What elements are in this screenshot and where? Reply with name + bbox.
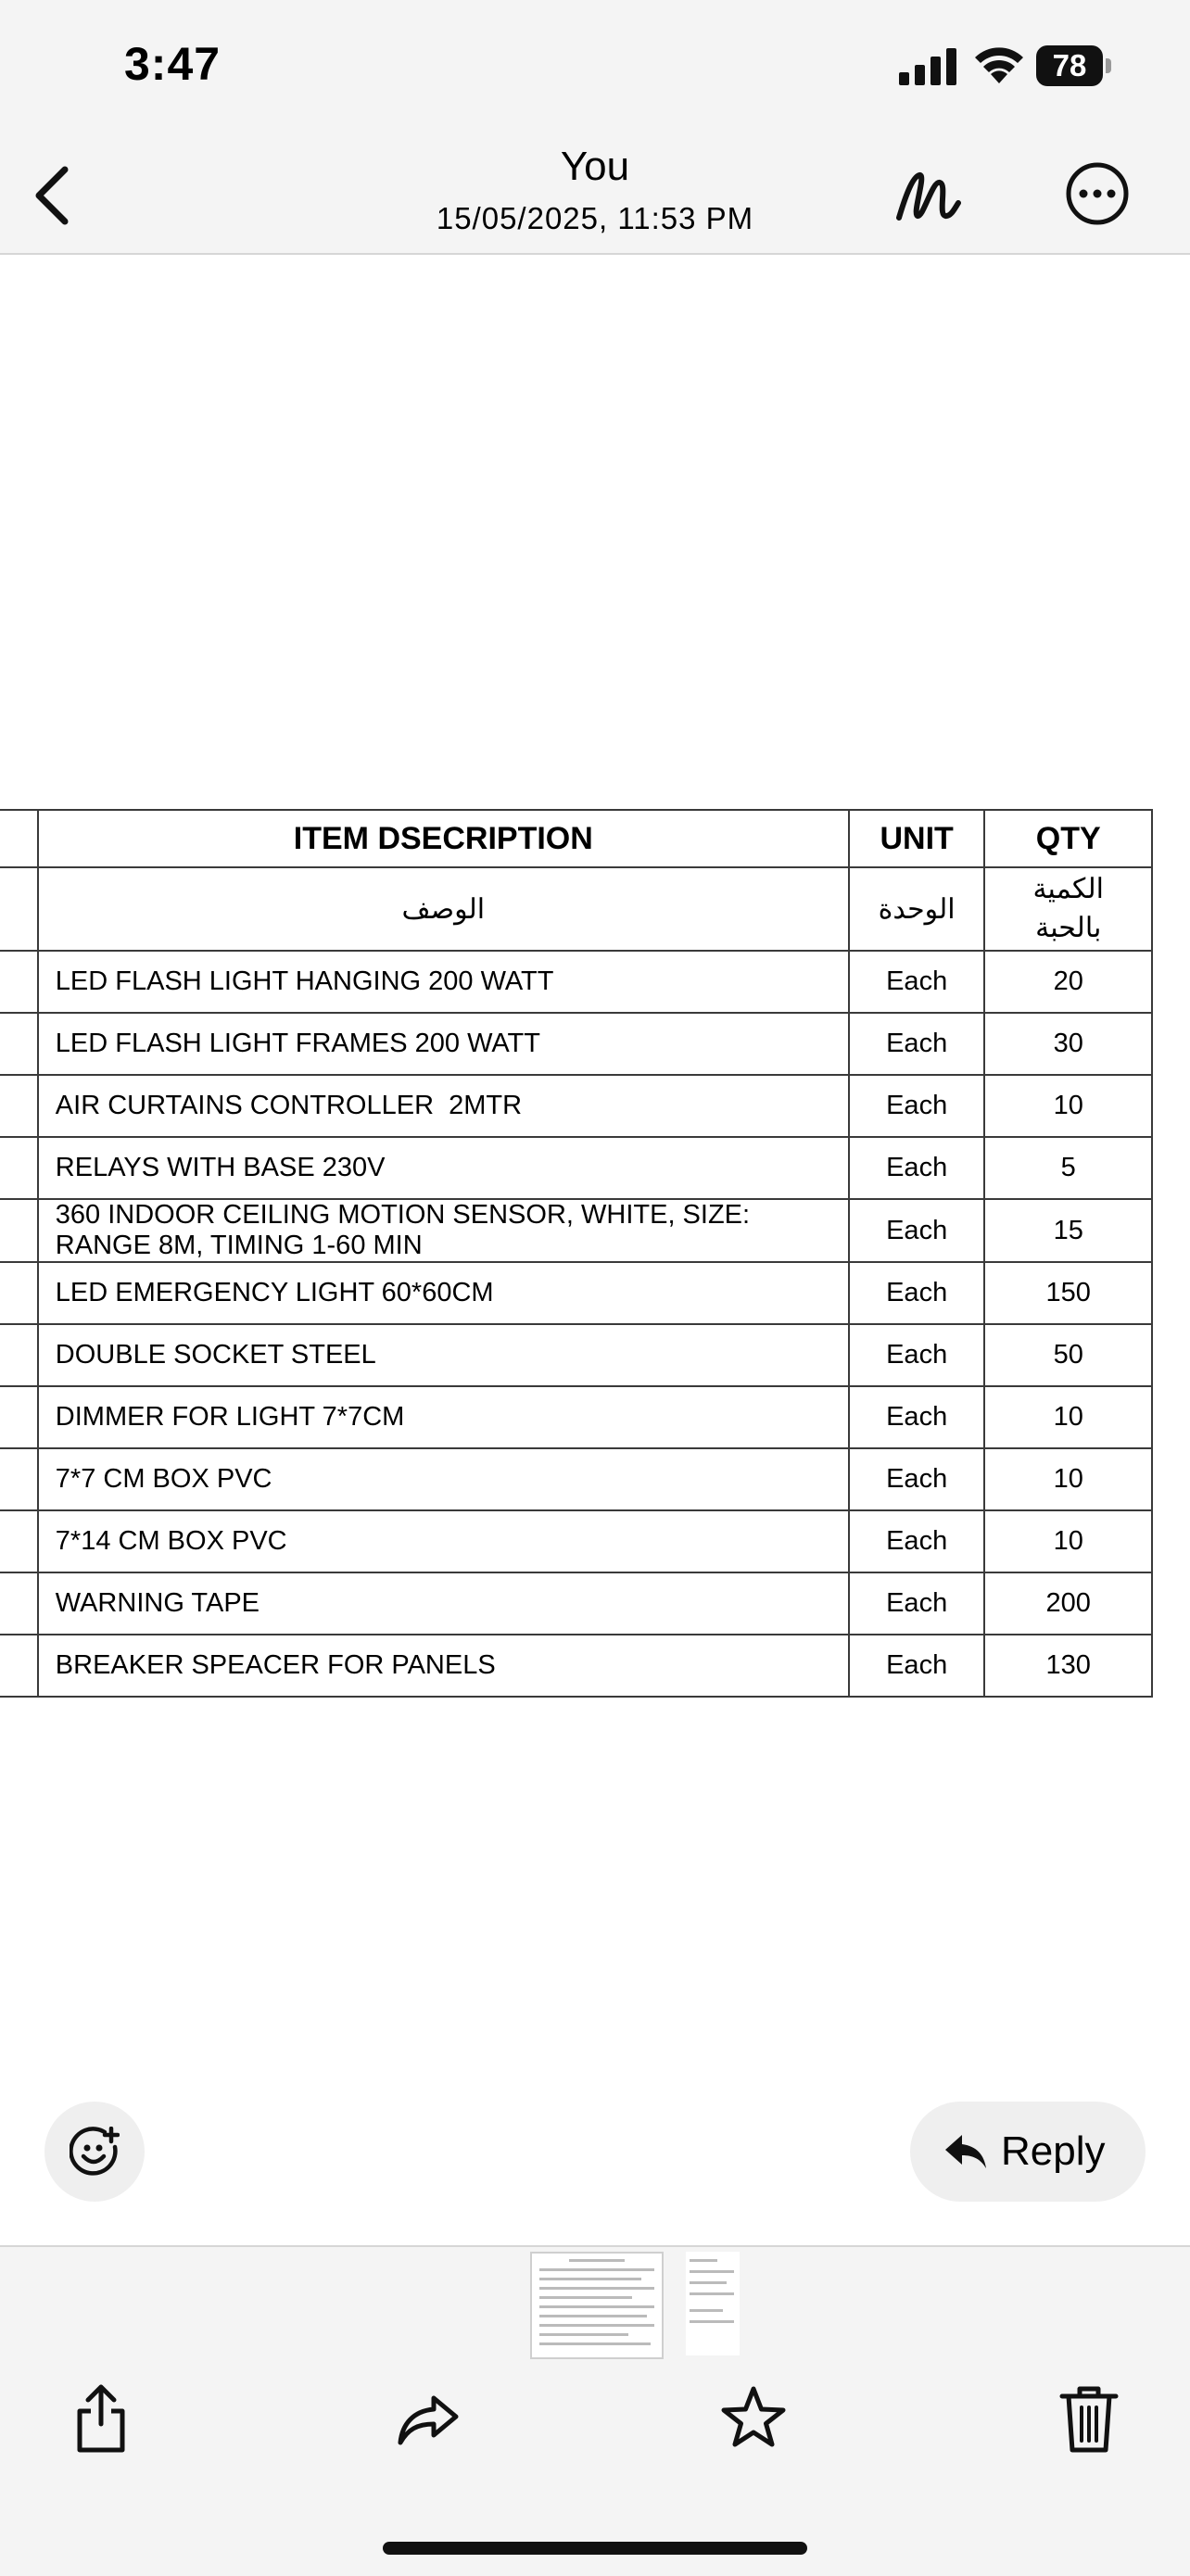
- row-qty: 5: [984, 1137, 1152, 1199]
- table-row: [0, 1510, 1152, 1572]
- header-description-ar: الوصف: [38, 867, 849, 951]
- row-unit: Each: [849, 1137, 985, 1199]
- table-row: [0, 1572, 1152, 1635]
- table-header-row: [0, 810, 1152, 867]
- row-unit: Each: [849, 1572, 985, 1635]
- row-description: 7*7 CM BOX PVC: [38, 1448, 849, 1510]
- header-qty-ar-line1: الكمية: [1032, 873, 1104, 905]
- row-qty: 10: [984, 1075, 1152, 1137]
- row-description-line2: RANGE 8M, TIMING 1-60 MIN: [55, 1231, 423, 1260]
- table-arabic-header-row: [0, 867, 1152, 951]
- table-row: [0, 1386, 1152, 1448]
- table-row: [0, 1199, 1152, 1262]
- row-unit: Each: [849, 1199, 985, 1262]
- row-qty: 15: [984, 1199, 1152, 1262]
- items-table: [0, 809, 1153, 1698]
- nav-bar: [0, 134, 1190, 255]
- wifi-icon: [972, 44, 1026, 85]
- page-thumbnail-1[interactable]: [530, 2252, 664, 2359]
- table-row: [0, 1075, 1152, 1137]
- battery-icon: [1036, 45, 1112, 86]
- cellular-signal-icon: [899, 48, 958, 85]
- row-unit: Each: [849, 1635, 985, 1697]
- row-description: DOUBLE SOCKET STEEL: [38, 1324, 849, 1386]
- row-unit: Each: [849, 1013, 985, 1075]
- row-qty: 10: [984, 1448, 1152, 1510]
- sender-name: You: [560, 144, 630, 189]
- row-description: LED FLASH LIGHT HANGING 200 WATT: [38, 951, 849, 1013]
- reply-arrow-icon: [943, 2133, 988, 2170]
- header-description: ITEM DSECRIPTION: [38, 810, 849, 867]
- row-qty: 30: [984, 1013, 1152, 1075]
- header-unit: UNIT: [849, 810, 985, 867]
- row-unit: Each: [849, 951, 985, 1013]
- status-bar: [0, 0, 1190, 134]
- row-unit: Each: [849, 1262, 985, 1324]
- page-thumbnail-2[interactable]: [686, 2252, 740, 2355]
- row-unit: Each: [849, 1386, 985, 1448]
- markup-pen-icon[interactable]: [892, 162, 966, 229]
- table-row: [0, 1635, 1152, 1697]
- row-description: RELAYS WITH BASE 230V: [38, 1137, 849, 1199]
- table-row: [0, 1013, 1152, 1075]
- table-row: [0, 1448, 1152, 1510]
- row-unit: Each: [849, 1324, 985, 1386]
- row-unit: Each: [849, 1448, 985, 1510]
- reply-label: Reply: [1001, 2128, 1106, 2174]
- table-row: [0, 1324, 1152, 1386]
- bottom-toolbar: [0, 2245, 1190, 2576]
- header-qty-ar: [984, 867, 1152, 951]
- row-description: [38, 1199, 849, 1262]
- row-qty: 200: [984, 1572, 1152, 1635]
- row-qty: 10: [984, 1510, 1152, 1572]
- document-viewer[interactable]: [0, 255, 1190, 2245]
- header-unit-ar: الوحدة: [849, 867, 985, 951]
- home-indicator: [383, 2542, 807, 2555]
- message-timestamp: 15/05/2025, 11:53 PM: [436, 201, 754, 235]
- row-qty: 130: [984, 1635, 1152, 1697]
- forward-icon[interactable]: [397, 2381, 462, 2456]
- row-unit: Each: [849, 1510, 985, 1572]
- header-qty: QTY: [984, 810, 1152, 867]
- header-qty-ar-line2: بالحبة: [1035, 912, 1102, 944]
- row-description: DIMMER FOR LIGHT 7*7CM: [38, 1386, 849, 1448]
- trash-icon[interactable]: [1057, 2381, 1121, 2456]
- reply-button[interactable]: [910, 2102, 1146, 2202]
- row-description: LED FLASH LIGHT FRAMES 200 WATT: [38, 1013, 849, 1075]
- row-qty: 50: [984, 1324, 1152, 1386]
- row-qty: 20: [984, 951, 1152, 1013]
- row-description: BREAKER SPEACER FOR PANELS: [38, 1635, 849, 1697]
- row-description: WARNING TAPE: [38, 1572, 849, 1635]
- status-time: 3:47: [124, 38, 222, 90]
- row-description-line1: 360 INDOOR CEILING MOTION SENSOR, WHITE, SIZE:: [55, 1200, 751, 1230]
- emoji-reaction-button[interactable]: [44, 2102, 145, 2202]
- row-qty: 10: [984, 1386, 1152, 1448]
- emoji-reaction-icon: [70, 2127, 120, 2177]
- row-description: LED EMERGENCY LIGHT 60*60CM: [38, 1262, 849, 1324]
- share-icon[interactable]: [69, 2381, 133, 2456]
- star-icon[interactable]: [721, 2381, 786, 2456]
- row-description: AIR CURTAINS CONTROLLER 2MTR: [38, 1075, 849, 1137]
- row-qty: 150: [984, 1262, 1152, 1324]
- row-description: 7*14 CM BOX PVC: [38, 1510, 849, 1572]
- row-unit: Each: [849, 1075, 985, 1137]
- more-icon[interactable]: [1064, 160, 1131, 227]
- table-row: [0, 951, 1152, 1013]
- table-row: [0, 1262, 1152, 1324]
- battery-level: 78: [1036, 45, 1103, 86]
- table-row: [0, 1137, 1152, 1199]
